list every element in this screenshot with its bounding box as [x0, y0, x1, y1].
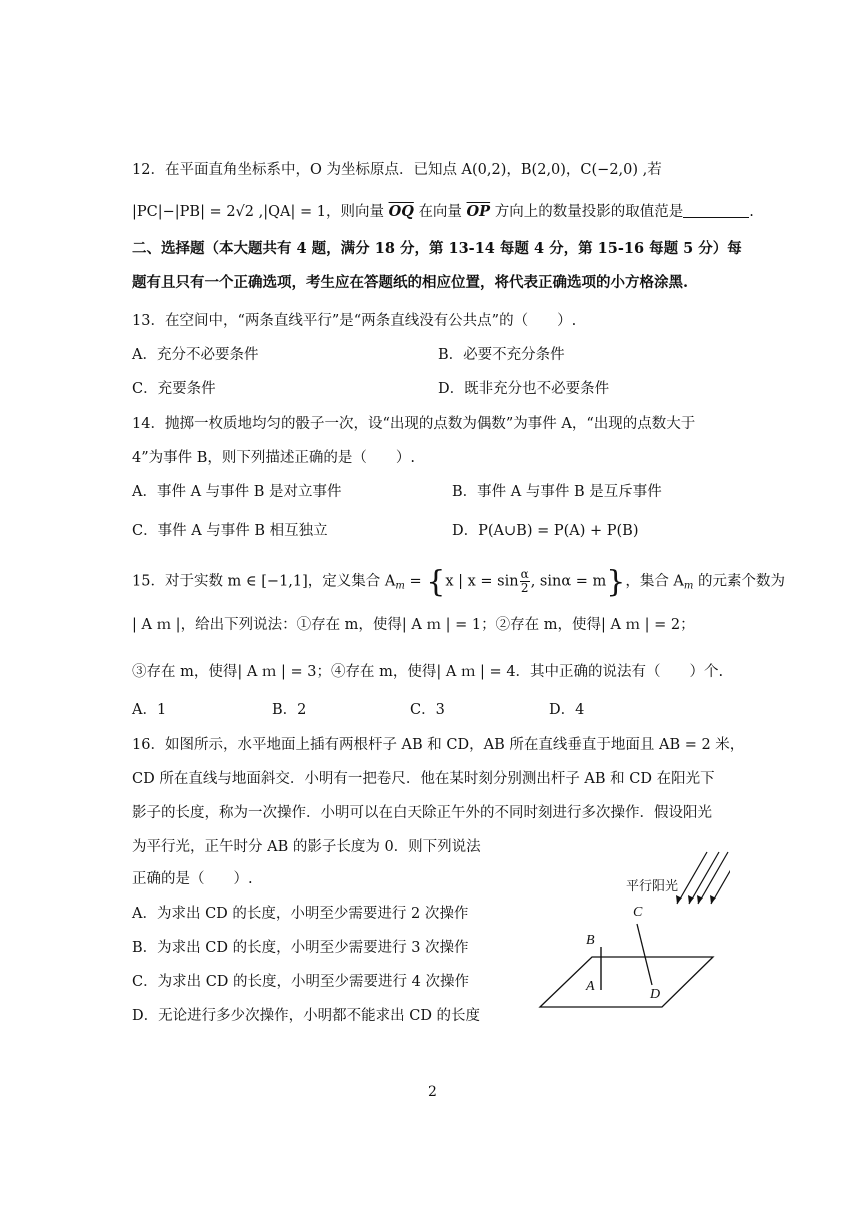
poles-sunlight-figure [530, 840, 730, 1015]
q14-option-a: A．事件 A 与事件 B 是对立事件 [132, 484, 342, 500]
q15-option-d: D．4 [549, 702, 585, 718]
q16-line4: 为平行光，正午时分 AB 的影子长度为 0．则下列说法 [132, 839, 481, 855]
label-b: B [586, 933, 595, 948]
q13-stem: 13．在空间中，“两条直线平行”是“两条直线没有公共点”的（ ）. [132, 313, 577, 329]
pole-cd [637, 924, 652, 985]
q16-option-c: C．为求出 CD 的长度，小明至少需要进行 4 次操作 [132, 974, 469, 990]
ground-plane [540, 957, 713, 1007]
q14-option-d: D．P(A∪B) = P(A) + P(B) [452, 523, 639, 539]
label-a: A [586, 979, 595, 994]
q14-option-c: C．事件 A 与事件 B 相互独立 [132, 523, 328, 539]
q14-line1: 14．抛掷一枚质地均匀的骰子一次，设“出现的点数为偶数”为事件 A，“出现的点数大于 [132, 416, 696, 432]
page-number: 2 [428, 1084, 437, 1100]
sunlight-label: 平行阳光 [626, 878, 679, 893]
section2-heading-line1: 二、选择题（本大题共有 4 题，满分 18 分，第 13-14 每题 4 分，第 15-16 每题 5 分）每 [132, 240, 742, 257]
section2-heading-line2: 题有且只有一个正确选项，考生应在答题纸的相应位置，将代表正确选项的小方格涂黑. [132, 274, 689, 291]
label-d: D [650, 987, 661, 1002]
q15-option-c: C．3 [410, 702, 445, 718]
q16-line1: 16．如图所示，水平地面上插有两根杆子 AB 和 CD，AB 所在直线垂直于地面且 AB = 2 米， [132, 737, 745, 753]
q13-option-c: C．充要条件 [132, 381, 216, 397]
q15-line2: | A ｍ |，给出下列说法：①存在 m，使得| A ｍ | = 1；②存在 m，使得| A ｍ | = 2； [132, 617, 695, 633]
q13-option-d: D．既非充分也不必要条件 [438, 381, 610, 397]
q15-line3: ③存在 m，使得| A ｍ | = 3；④存在 m，使得| A ｍ | = 4．其中正确的说法有（ ）个. [132, 664, 724, 680]
q13-option-a: A．充分不必要条件 [132, 347, 259, 363]
q16-line3: 影子的长度，称为一次操作．小明可以在白天除正午外的不同时刻进行多次操作．假设阳光 [132, 805, 712, 821]
q16-option-a: A．为求出 CD 的长度，小明至少需要进行 2 次操作 [132, 906, 469, 922]
q12-line2: |PC|−|PB| = 2√2 ,|QA| = 1，则向量 $\overline{OQ}$ 在向量 $\overline{OP}$ 方向上的数量投影的取值范是 . [132, 203, 754, 220]
q15-option-b: B．2 [272, 702, 307, 718]
q16-option-b: B．为求出 CD 的长度，小明至少需要进行 3 次操作 [132, 940, 469, 956]
q15-line1: 15．对于实数 m ∈ [−1,1]，定义集合 $A_m = \{x$ | x = sin $\frac{\alpha}{2}$ , sinα = m}，集合 $A_m$ 的元素个数为 [132, 564, 786, 600]
sunlight-rays [677, 852, 730, 904]
label-c: C [633, 905, 643, 920]
fraction-alpha-over-2: $\frac{\alpha}{2}$ [520, 567, 529, 595]
q16-line2: CD 所在直线与地面斜交．小明有一把卷尺．他在某时刻分别测出杆子 AB 和 CD 在阳光下 [132, 771, 715, 787]
q14-line2: 4”为事件 B，则下列描述正确的是（ ）. [132, 450, 416, 466]
vector-op: $\overline{OP}$ [466, 203, 491, 220]
answer-blank [683, 203, 749, 218]
q16-line5: 正确的是（ ）. [132, 871, 253, 887]
q16-option-d: D．无论进行多少次操作，小明都不能求出 CD 的长度 [132, 1008, 481, 1024]
vector-oq: $\overline{OQ}$ [388, 203, 414, 220]
q13-option-b: B．必要不充分条件 [438, 347, 565, 363]
q15-option-a: A．1 [132, 702, 167, 718]
q14-option-b: B．事件 A 与事件 B 是互斥事件 [452, 484, 662, 500]
q12-line1: 12．在平面直角坐标系中，O 为坐标原点．已知点 A(0,2)，B(2,0)，C(−2,0) ,若 [132, 162, 662, 178]
